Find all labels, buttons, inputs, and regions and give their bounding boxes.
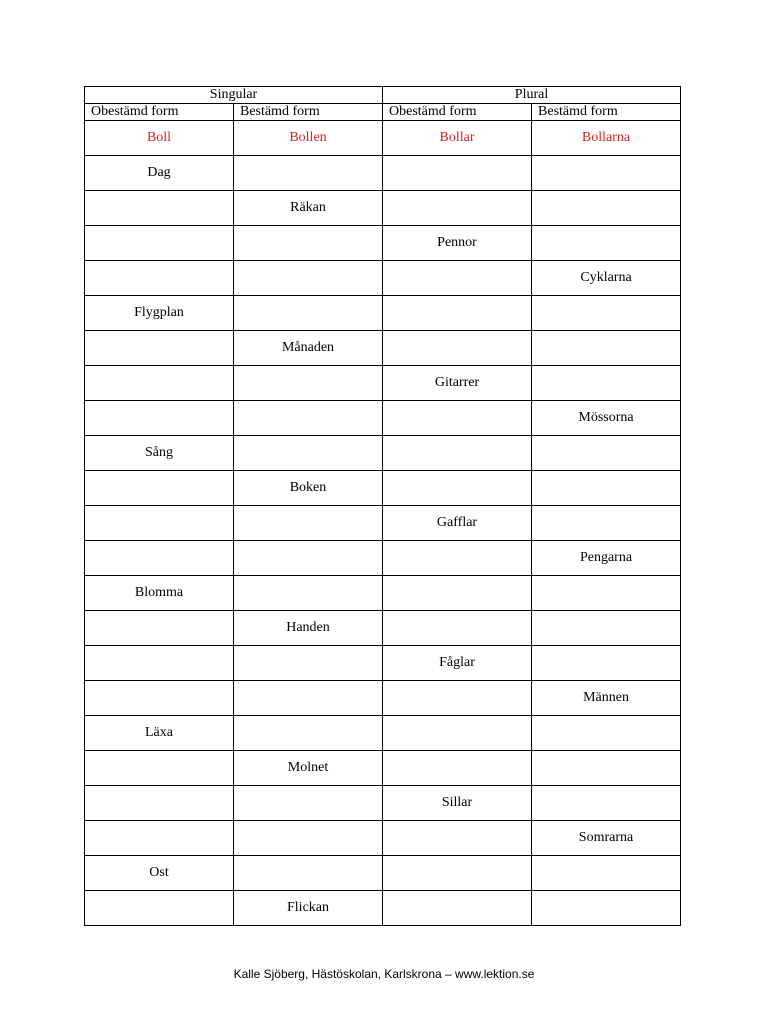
cell-singular-indefinite: Ost <box>85 856 234 891</box>
table-row <box>85 751 681 786</box>
table-body <box>85 87 681 926</box>
cell-singular-definite[interactable] <box>234 401 383 436</box>
cell-plural-definite[interactable] <box>532 226 681 261</box>
cell-singular-indefinite[interactable] <box>85 821 234 856</box>
cell-plural-indefinite[interactable] <box>383 856 532 891</box>
cell-plural-definite[interactable] <box>532 611 681 646</box>
cell-singular-indefinite[interactable] <box>85 611 234 646</box>
cell-singular-definite: Månaden <box>234 331 383 366</box>
cell-singular-definite[interactable] <box>234 821 383 856</box>
cell-plural-indefinite[interactable] <box>383 576 532 611</box>
table-row <box>85 681 681 716</box>
cell-plural-definite[interactable] <box>532 576 681 611</box>
cell-plural-definite[interactable] <box>532 751 681 786</box>
cell-singular-definite[interactable] <box>234 786 383 821</box>
table-row <box>85 296 681 331</box>
example-plural-indefinite: Bollar <box>383 121 532 156</box>
table-row <box>85 366 681 401</box>
cell-plural-indefinite[interactable] <box>383 821 532 856</box>
cell-plural-indefinite[interactable] <box>383 401 532 436</box>
cell-plural-definite[interactable] <box>532 156 681 191</box>
cell-singular-definite[interactable] <box>234 296 383 331</box>
cell-plural-indefinite[interactable] <box>383 436 532 471</box>
table-row <box>85 891 681 926</box>
cell-singular-definite[interactable] <box>234 716 383 751</box>
example-row <box>85 121 681 156</box>
plural-header: Plural <box>383 87 681 104</box>
cell-plural-definite[interactable] <box>532 786 681 821</box>
cell-plural-indefinite[interactable] <box>383 541 532 576</box>
cell-singular-definite[interactable] <box>234 366 383 401</box>
group-header-row <box>85 87 681 104</box>
cell-plural-definite[interactable] <box>532 296 681 331</box>
table-row <box>85 786 681 821</box>
cell-plural-definite: Männen <box>532 681 681 716</box>
cell-plural-definite[interactable] <box>532 436 681 471</box>
cell-plural-indefinite: Gafflar <box>383 506 532 541</box>
cell-plural-definite[interactable] <box>532 366 681 401</box>
cell-singular-indefinite: Blomma <box>85 576 234 611</box>
cell-singular-definite[interactable] <box>234 226 383 261</box>
table-row <box>85 611 681 646</box>
cell-plural-definite[interactable] <box>532 331 681 366</box>
cell-singular-definite: Boken <box>234 471 383 506</box>
cell-plural-indefinite: Gitarrer <box>383 366 532 401</box>
cell-plural-definite[interactable] <box>532 191 681 226</box>
cell-plural-indefinite: Sillar <box>383 786 532 821</box>
cell-plural-definite[interactable] <box>532 646 681 681</box>
cell-singular-indefinite[interactable] <box>85 541 234 576</box>
table-row <box>85 226 681 261</box>
sub-header-row <box>85 104 681 121</box>
cell-singular-definite: Molnet <box>234 751 383 786</box>
cell-plural-definite[interactable] <box>532 716 681 751</box>
singular-header: Singular <box>85 87 383 104</box>
cell-plural-indefinite[interactable] <box>383 261 532 296</box>
cell-singular-indefinite: Sång <box>85 436 234 471</box>
cell-singular-indefinite[interactable] <box>85 646 234 681</box>
cell-plural-definite: Cyklarna <box>532 261 681 296</box>
cell-plural-indefinite[interactable] <box>383 331 532 366</box>
cell-singular-definite: Handen <box>234 611 383 646</box>
example-singular-indefinite: Boll <box>85 121 234 156</box>
cell-singular-definite[interactable] <box>234 261 383 296</box>
sub-header-plural-definite: Bestämd form <box>532 104 681 121</box>
cell-plural-indefinite[interactable] <box>383 751 532 786</box>
table-row <box>85 856 681 891</box>
cell-plural-definite[interactable] <box>532 506 681 541</box>
cell-plural-definite: Mössorna <box>532 401 681 436</box>
example-singular-definite: Bollen <box>234 121 383 156</box>
table-row <box>85 436 681 471</box>
cell-singular-indefinite: Läxa <box>85 716 234 751</box>
cell-plural-indefinite[interactable] <box>383 681 532 716</box>
cell-singular-indefinite[interactable] <box>85 751 234 786</box>
cell-singular-definite[interactable] <box>234 436 383 471</box>
cell-singular-indefinite[interactable] <box>85 401 234 436</box>
sub-header-singular-indefinite: Obestämd form <box>85 104 234 121</box>
cell-plural-indefinite: Pennor <box>383 226 532 261</box>
cell-singular-indefinite[interactable] <box>85 681 234 716</box>
cell-singular-indefinite: Dag <box>85 156 234 191</box>
cell-singular-definite: Räkan <box>234 191 383 226</box>
cell-plural-indefinite[interactable] <box>383 296 532 331</box>
cell-singular-indefinite[interactable] <box>85 191 234 226</box>
cell-singular-indefinite[interactable] <box>85 366 234 401</box>
cell-plural-indefinite[interactable] <box>383 191 532 226</box>
cell-singular-definite[interactable] <box>234 506 383 541</box>
table-row <box>85 331 681 366</box>
cell-singular-definite[interactable] <box>234 541 383 576</box>
table-row <box>85 716 681 751</box>
cell-singular-indefinite[interactable] <box>85 786 234 821</box>
cell-plural-definite[interactable] <box>532 891 681 926</box>
cell-plural-definite: Pengarna <box>532 541 681 576</box>
table-row <box>85 191 681 226</box>
cell-singular-definite[interactable] <box>234 646 383 681</box>
table-row <box>85 156 681 191</box>
table-row <box>85 471 681 506</box>
cell-plural-indefinite[interactable] <box>383 891 532 926</box>
table-row <box>85 576 681 611</box>
cell-singular-indefinite[interactable] <box>85 226 234 261</box>
sub-header-singular-definite: Bestämd form <box>234 104 383 121</box>
cell-plural-indefinite[interactable] <box>383 716 532 751</box>
cell-singular-indefinite[interactable] <box>85 261 234 296</box>
table-row <box>85 646 681 681</box>
cell-singular-indefinite[interactable] <box>85 506 234 541</box>
cell-plural-indefinite[interactable] <box>383 471 532 506</box>
table-row <box>85 506 681 541</box>
sub-header-plural-indefinite: Obestämd form <box>383 104 532 121</box>
table-row <box>85 541 681 576</box>
cell-singular-definite: Flickan <box>234 891 383 926</box>
table-row <box>85 261 681 296</box>
cell-plural-definite[interactable] <box>532 471 681 506</box>
noun-forms-table <box>84 86 681 926</box>
cell-singular-indefinite[interactable] <box>85 331 234 366</box>
cell-singular-indefinite[interactable] <box>85 891 234 926</box>
cell-singular-definite[interactable] <box>234 681 383 716</box>
cell-plural-definite[interactable] <box>532 856 681 891</box>
cell-singular-definite[interactable] <box>234 576 383 611</box>
table-row <box>85 401 681 436</box>
cell-plural-indefinite[interactable] <box>383 156 532 191</box>
cell-singular-definite[interactable] <box>234 156 383 191</box>
cell-singular-definite[interactable] <box>234 856 383 891</box>
cell-plural-indefinite: Fåglar <box>383 646 532 681</box>
cell-singular-indefinite[interactable] <box>85 471 234 506</box>
page-footer: Kalle Sjöberg, Hästöskolan, Karlskrona – www.lektion.se <box>233 967 535 981</box>
table-row <box>85 821 681 856</box>
example-plural-definite: Bollarna <box>532 121 681 156</box>
cell-plural-definite: Somrarna <box>532 821 681 856</box>
cell-singular-indefinite: Flygplan <box>85 296 234 331</box>
cell-plural-indefinite[interactable] <box>383 611 532 646</box>
